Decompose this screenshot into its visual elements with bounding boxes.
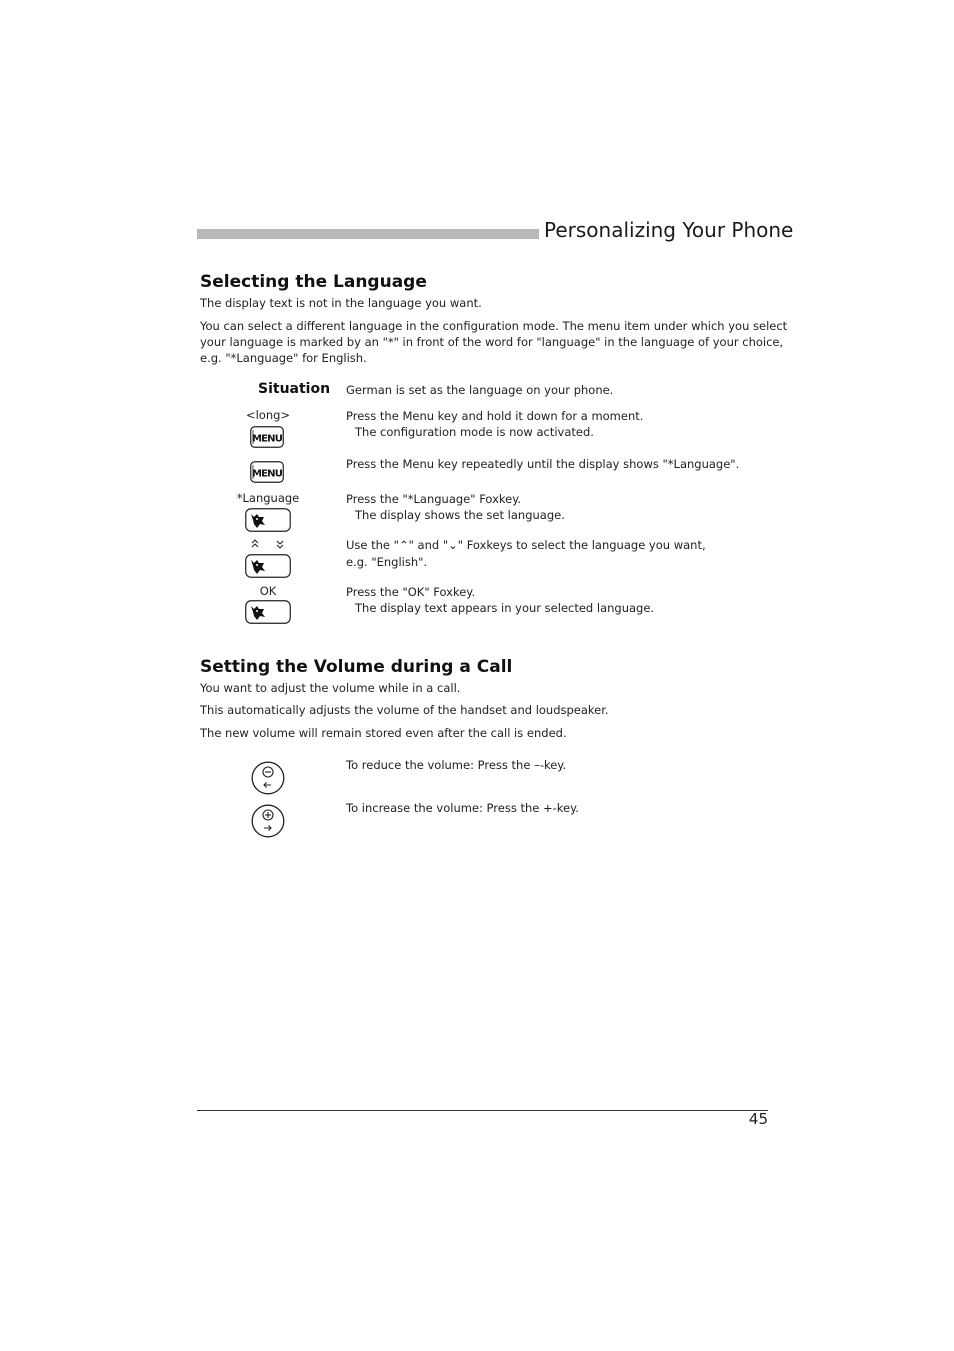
section-heading-volume: Setting the Volume during a Call bbox=[200, 657, 513, 677]
footer-divider bbox=[197, 1110, 768, 1111]
step4-instruction: Use the "⌃" and "⌄" Foxkeys to select the language you want, bbox=[346, 538, 706, 552]
header-bar bbox=[197, 229, 539, 239]
step3-result: The display shows the set language. bbox=[355, 508, 565, 522]
plus-key-icon bbox=[251, 804, 285, 838]
volume-info: This automatically adjusts the volume of the handset and loudspeaker. bbox=[200, 703, 609, 717]
step5-instruction: Press the "OK" Foxkey. bbox=[346, 585, 476, 599]
up-down-arrows-icon bbox=[247, 538, 289, 550]
step1-result: The configuration mode is now activated. bbox=[355, 425, 594, 439]
volume-note: The new volume will remain stored even after the call is ended. bbox=[200, 726, 567, 740]
foxkey-icon bbox=[245, 600, 291, 624]
chapter-title: Personalizing Your Phone bbox=[544, 218, 794, 242]
minus-key-instruction: To reduce the volume: Press the –-key. bbox=[346, 758, 567, 772]
menu-key-icon bbox=[250, 461, 284, 483]
description-paragraph: You can select a different language in the configuration mode. The menu item under which you select your language is marked by an "*" in front of the word for "language" in the language of your choice, e.g. "*Language" for English. bbox=[200, 319, 788, 365]
plus-key-instruction: To increase the volume: Press the +-key. bbox=[346, 801, 579, 815]
foxkey-icon bbox=[245, 554, 291, 578]
step5-label: OK bbox=[259, 584, 277, 598]
step1-label: <long> bbox=[245, 408, 291, 422]
foxkey-icon bbox=[245, 508, 291, 532]
page-number: 45 bbox=[748, 1110, 768, 1128]
step1-instruction: Press the Menu key and hold it down for a moment. bbox=[346, 409, 644, 423]
minus-key-icon bbox=[251, 761, 285, 795]
svg-text:MENU: MENU bbox=[251, 468, 283, 480]
step3-instruction: Press the "*Language" Foxkey. bbox=[346, 492, 522, 506]
svg-text:MENU: MENU bbox=[251, 433, 283, 445]
section-heading-language: Selecting the Language bbox=[200, 272, 427, 292]
intro-text: The display text is not in the language you want. bbox=[200, 296, 482, 310]
menu-key-icon bbox=[250, 426, 284, 448]
situation-text: German is set as the language on your phone. bbox=[346, 383, 614, 397]
step2-instruction: Press the Menu key repeatedly until the display shows "*Language". bbox=[346, 457, 740, 471]
volume-intro: You want to adjust the volume while in a call. bbox=[200, 681, 461, 695]
situation-label: Situation bbox=[258, 381, 331, 397]
step5-result: The display text appears in your selected language. bbox=[355, 601, 655, 615]
step3-label: *Language bbox=[236, 491, 300, 505]
step4-example: e.g. "English". bbox=[346, 555, 428, 569]
